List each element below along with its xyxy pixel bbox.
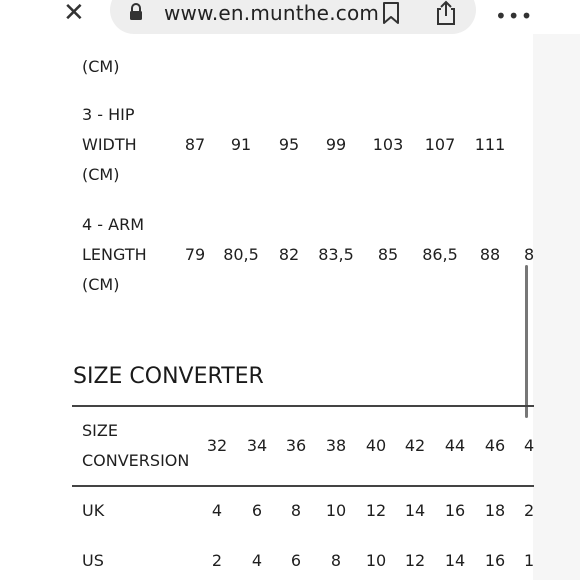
measure-value: 88 xyxy=(479,245,501,264)
size-value: 12 xyxy=(404,551,426,570)
measure-value: 86,5 xyxy=(422,245,458,264)
share-icon[interactable] xyxy=(434,0,458,26)
size-value: 4 xyxy=(211,501,223,520)
size-value: 16 xyxy=(484,551,506,570)
close-icon[interactable]: ✕ xyxy=(63,0,85,28)
size-header: 32 xyxy=(206,436,228,455)
size-value: 14 xyxy=(404,501,426,520)
size-value: 2 xyxy=(524,501,535,520)
horizontal-scroll-indicator[interactable] xyxy=(525,265,528,418)
size-converter-title: SIZE CONVERTER xyxy=(73,364,264,389)
size-header: 44 xyxy=(444,436,466,455)
page-right-margin xyxy=(533,34,580,580)
size-value: 6 xyxy=(290,551,302,570)
row-label-line: 3 - HIP xyxy=(82,105,135,124)
size-header: 46 xyxy=(484,436,506,455)
measure-value: 103 xyxy=(372,135,404,154)
row-label-line: LENGTH xyxy=(82,245,147,264)
measure-value: 107 xyxy=(424,135,456,154)
measure-value: 79 xyxy=(184,245,206,264)
size-value: 6 xyxy=(251,501,263,520)
bookmark-icon[interactable] xyxy=(382,1,400,25)
measure-value: 87 xyxy=(184,135,206,154)
lock-icon xyxy=(128,3,144,21)
measure-value: 82 xyxy=(278,245,300,264)
size-value: 10 xyxy=(365,551,387,570)
browser-toolbar xyxy=(0,0,580,34)
row-label-line: WIDTH xyxy=(82,135,137,154)
measure-value: 80,5 xyxy=(223,245,259,264)
measure-value: 91 xyxy=(230,135,252,154)
header-bottom-rule xyxy=(72,485,534,487)
size-header: 36 xyxy=(285,436,307,455)
measure-value: 85 xyxy=(377,245,399,264)
url-text[interactable]: www.en.munthe.com xyxy=(164,1,380,25)
size-value: 18 xyxy=(484,501,506,520)
size-value: 10 xyxy=(325,501,347,520)
measure-value: 111 xyxy=(474,135,506,154)
row-label-line: (CM) xyxy=(82,165,120,184)
measure-value: 83,5 xyxy=(318,245,354,264)
measure-value: 95 xyxy=(278,135,300,154)
more-options-icon[interactable]: ••• xyxy=(495,4,534,28)
row-label-line: 4 - ARM xyxy=(82,215,144,234)
header-label-line: SIZE xyxy=(82,421,118,440)
size-row-label: US xyxy=(82,551,104,570)
size-value: 14 xyxy=(444,551,466,570)
size-value: 16 xyxy=(444,501,466,520)
size-value: 4 xyxy=(251,551,263,570)
size-value: 1 xyxy=(524,551,535,570)
size-value: 8 xyxy=(330,551,342,570)
size-value: 2 xyxy=(211,551,223,570)
size-header: 40 xyxy=(365,436,387,455)
size-header: 34 xyxy=(246,436,268,455)
measure-value: 8 xyxy=(524,245,535,264)
size-header: 38 xyxy=(325,436,347,455)
row-label-cut: (CM) xyxy=(82,57,120,76)
table-top-rule xyxy=(72,405,534,407)
measure-value: 99 xyxy=(325,135,347,154)
row-label-line: (CM) xyxy=(82,275,120,294)
size-header: 42 xyxy=(404,436,426,455)
size-value: 8 xyxy=(290,501,302,520)
size-value: 12 xyxy=(365,501,387,520)
size-header: 4 xyxy=(524,436,535,455)
size-row-label: UK xyxy=(82,501,105,520)
header-label-line: CONVERSION xyxy=(82,451,190,470)
